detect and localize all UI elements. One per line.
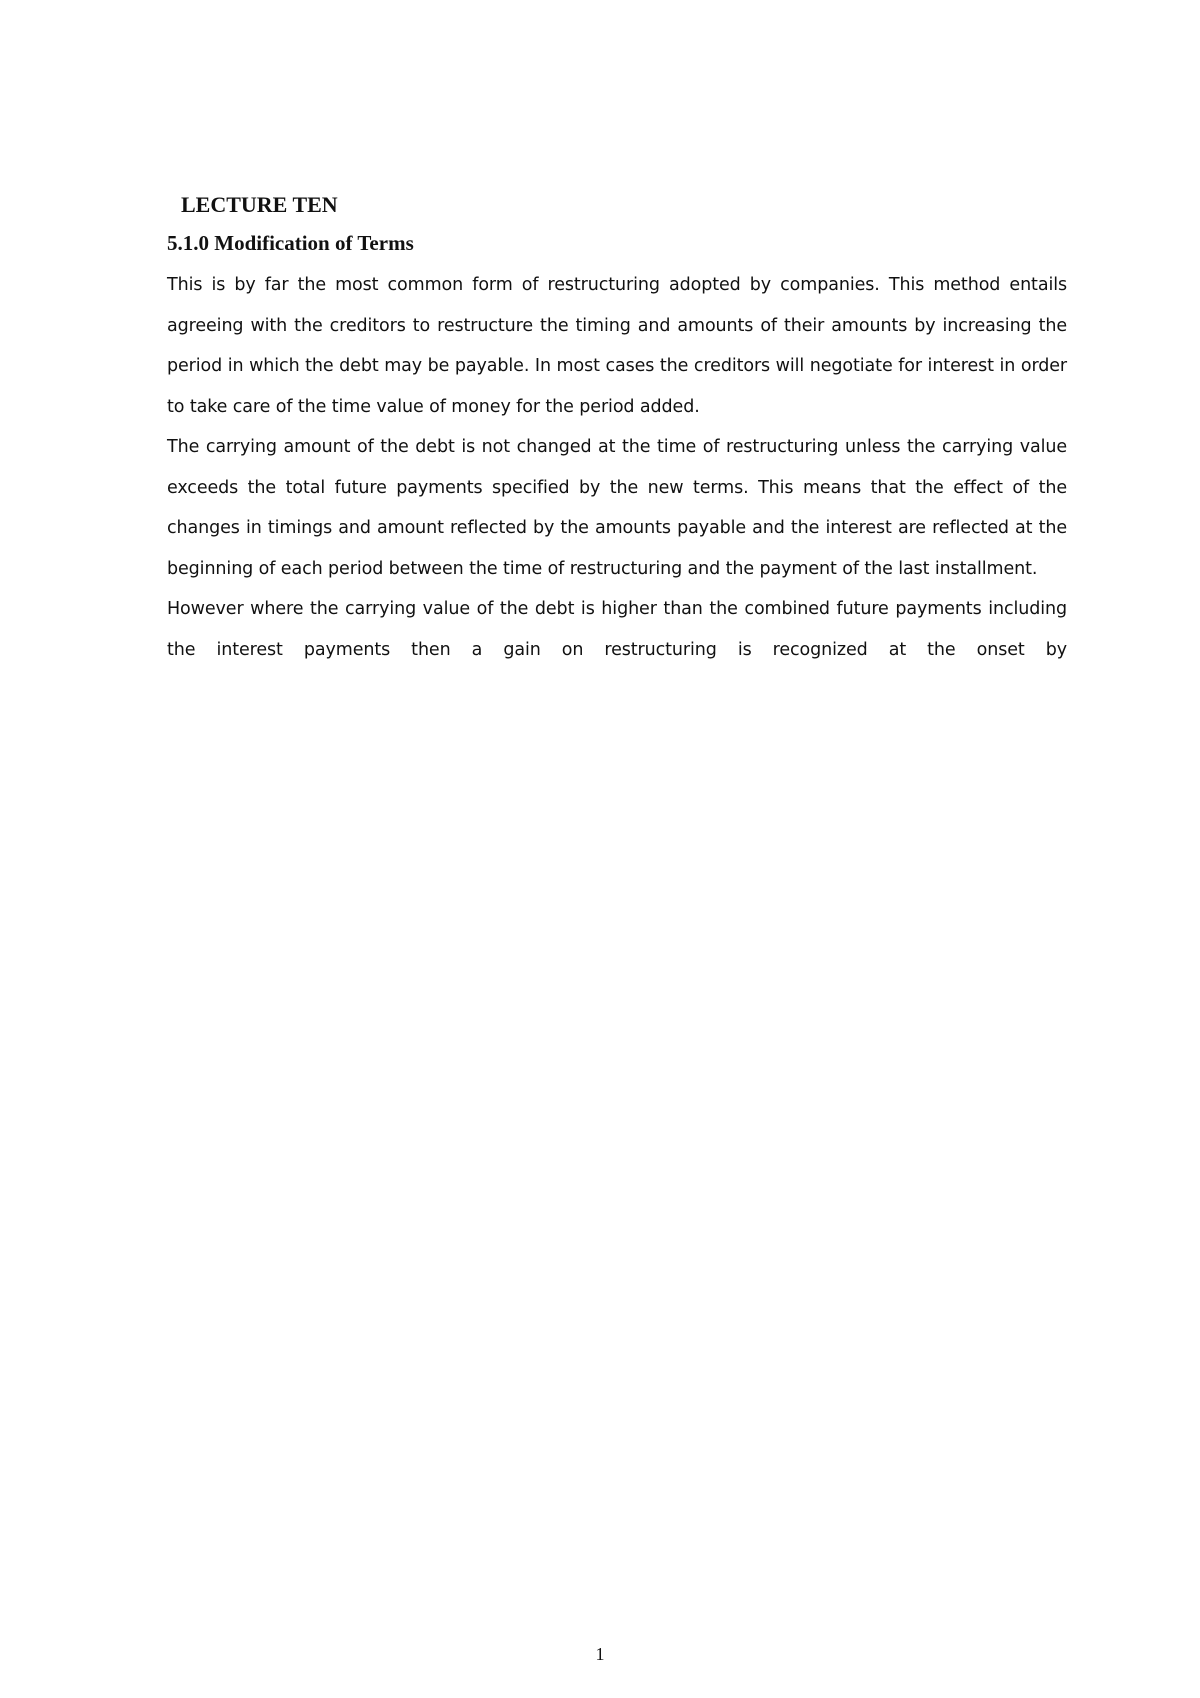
body-paragraph: However where the carrying value of the debt is higher than the combined future payments including the interest payments then a gain on restructuring is recognized at the onset by [167,599,1067,660]
page-number: 1 [595,1644,605,1664]
lecture-title: LECTURE TEN [181,192,338,217]
section-heading: 5.1.0 Modification of Terms [167,231,414,255]
page-content [167,191,1067,670]
body-paragraph: The carrying amount of the debt is not changed at the time of restructuring unless the carrying value exceeds the total future payments specified by the new terms. This means that the effect of the changes in timings and amount reflected by the amounts payable and the interest are reflected at the beginning of each period between the time of restructuring and the payment of the last installment. [167,437,1067,579]
body-paragraph: This is by far the most common form of restructuring adopted by companies. This method entails agreeing with the creditors to restructure the timing and amounts of their amounts by increasing the period in which the debt may be payable. In most cases the creditors will negotiate for interest in order to take care of the time value of money for the period added. [167,275,1067,417]
